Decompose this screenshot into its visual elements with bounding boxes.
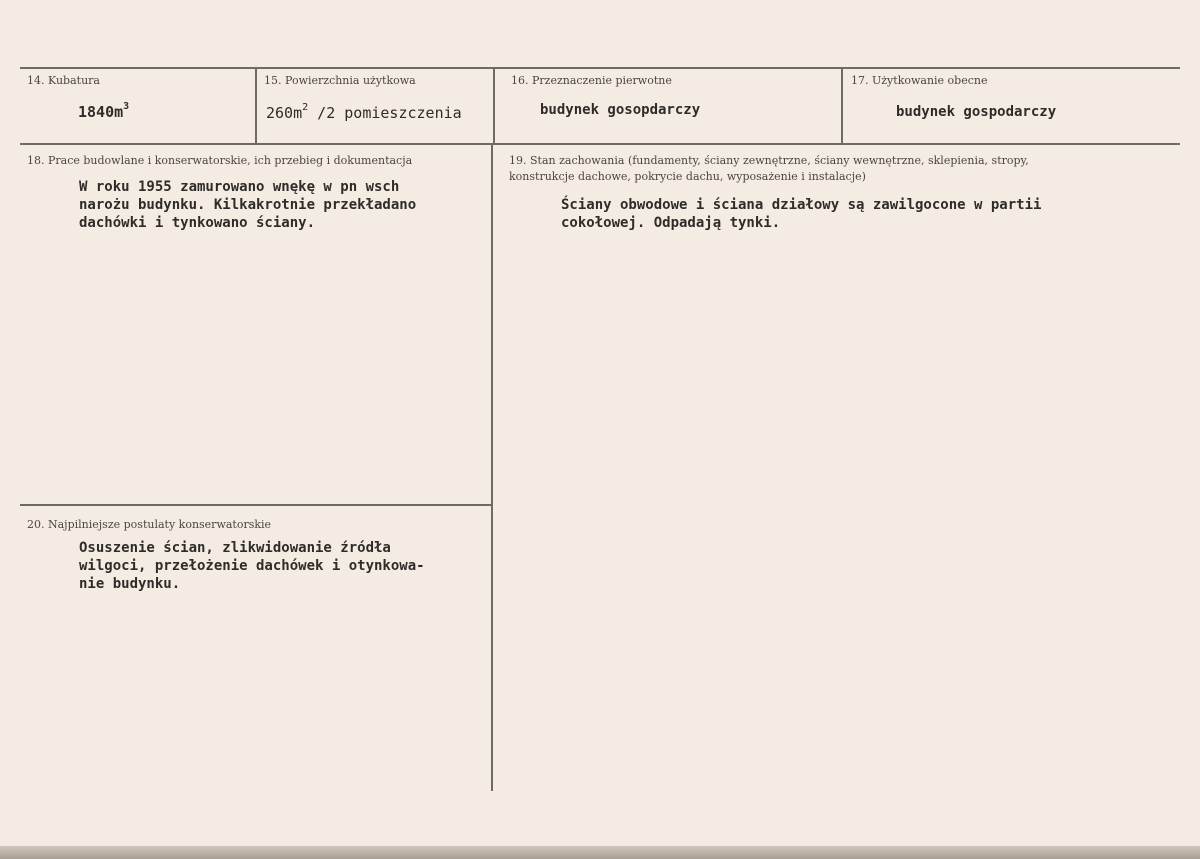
field-20-line-3: nie budynku. — [79, 576, 181, 592]
top-rule — [20, 67, 1180, 69]
field-19-line-2: cokołowej. Odpadają tynki. — [561, 215, 781, 231]
field-18-line-2: narożu budynku. Kilkakrotnie przekładano — [79, 197, 417, 213]
field-19-line-1: Ściany obwodowe i ściana działowy są zawilgocone w partii — [561, 197, 1042, 213]
field-14-value: $1840m^3$ — [78, 101, 130, 121]
row1-divider-2 — [493, 67, 495, 143]
field-20-line-2: wilgoci, przełożenie dachówek i otynkowa- — [79, 558, 425, 574]
field-18-label: 18. Prace budowlane i konserwatorskie, ich przebieg i dokumentacja — [27, 154, 413, 167]
row1-bottom-rule — [20, 143, 1180, 145]
main-column-divider — [491, 143, 493, 791]
field-20-label: 20. Najpilniejsze postulaty konserwatorskie — [27, 518, 272, 531]
row1-divider-1 — [255, 67, 257, 143]
field-16-label: 16. Przeznaczenie pierwotne — [511, 74, 672, 87]
field-18-line-1: W roku 1955 zamurowano wnękę w pn wsch — [79, 179, 400, 195]
field-15-value: $260m^2$ /2 pomieszczenia — [266, 102, 462, 122]
field-14-label: 14. Kubatura — [27, 74, 100, 87]
field-19-label-line-2: konstrukcje dachowe, pokrycie dachu, wyposażenie i instalacje) — [509, 170, 866, 183]
field-20-line-1: Osuszenie ścian, zlikwidowanie źródła — [79, 540, 391, 556]
row1-divider-3 — [841, 67, 843, 143]
left-column-divider-rule — [20, 504, 492, 506]
field-15-label: 15. Powierzchnia użytkowa — [264, 74, 416, 87]
field-16-value: budynek gosopdarczy — [540, 102, 701, 118]
field-18-line-3: dachówki i tynkowano ściany. — [79, 215, 316, 231]
field-19-label-line-1: 19. Stan zachowania (fundamenty, ściany zewnętrzne, ściany wewnętrzne, sklepienia, stropy, — [509, 154, 1029, 167]
scan-bottom-edge — [0, 846, 1200, 859]
field-17-label: 17. Użytkowanie obecne — [851, 74, 988, 87]
field-17-value: budynek gospodarczy — [896, 104, 1057, 120]
